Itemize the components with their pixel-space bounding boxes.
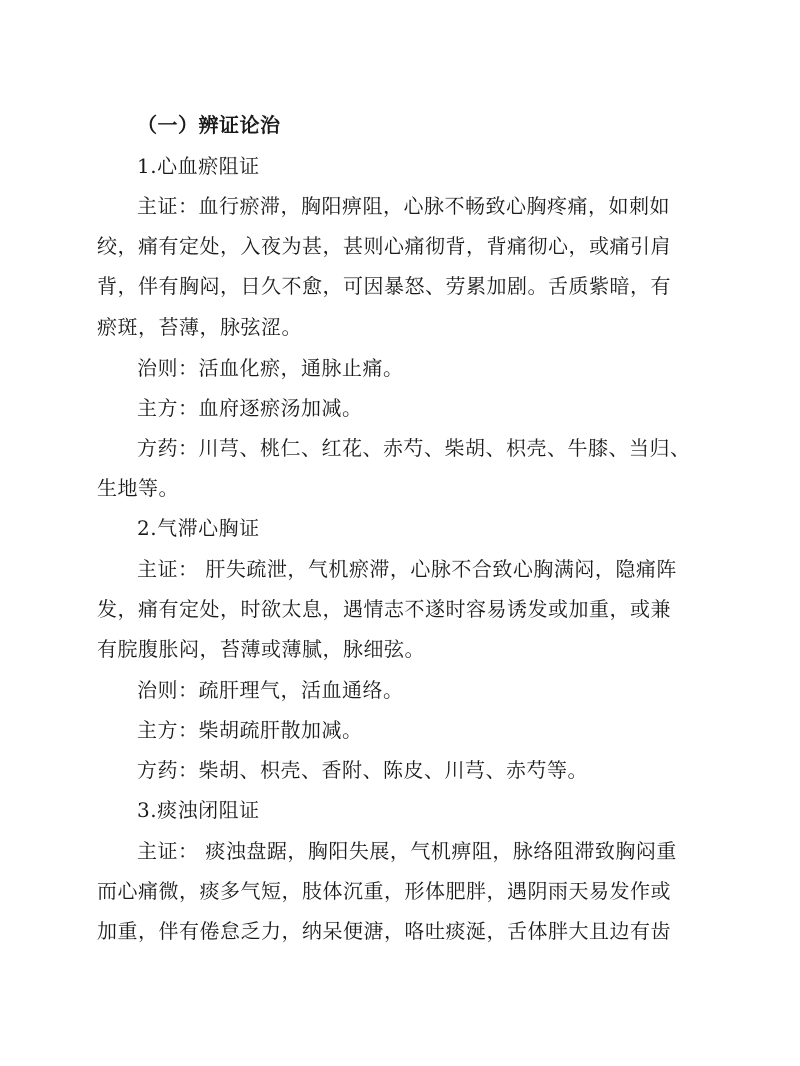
paragraph-line: 而心痛微，痰多气短，肢体沉重，形体肥胖，遇阴雨天易发作或 [97, 879, 671, 903]
paragraph-line: 主证： 肝失疏泄，气机瘀滞，心脉不合致心胸满闷，隐痛阵 [137, 557, 677, 581]
section-heading: （一）辨证论治 [137, 113, 281, 137]
paragraph-line: 方药：柴胡、枳壳、香附、陈皮、川芎、赤芍等。 [137, 758, 588, 782]
paragraph-line: 加重，伴有倦怠乏力，纳呆便溏，咯吐痰涎，舌体胖大且边有齿 [97, 919, 671, 943]
paragraph-line: 主方：柴胡疏肝散加减。 [137, 718, 363, 742]
subsection-title-3: 3.痰浊闭阻证 [137, 798, 260, 822]
paragraph-line: 发，痛有定处，时欲太息，遇情志不遂时容易诱发或加重，或兼 [97, 597, 671, 621]
paragraph-line: 生地等。 [97, 476, 179, 500]
paragraph-line: 主证： 痰浊盘踞，胸阳失展，气机痹阻，脉络阻滞致胸闷重 [137, 839, 677, 863]
paragraph-line: 方药：川芎、桃仁、红花、赤芍、柴胡、枳壳、牛膝、当归、 [137, 436, 691, 460]
paragraph-line: 背，伴有胸闷，日久不愈，可因暴怒、劳累加剧。舌质紫暗，有 [97, 274, 671, 298]
subsection-title-1: 1.心血瘀阻证 [137, 154, 260, 178]
subsection-title-2: 2.气滞心胸证 [137, 516, 260, 540]
paragraph-line: 治则：活血化瘀，通脉止痛。 [137, 356, 404, 380]
paragraph-line: 瘀斑，苔薄，脉弦涩。 [97, 315, 302, 339]
paragraph-line: 有脘腹胀闷，苔薄或薄腻，脉细弦。 [97, 637, 425, 661]
paragraph-line: 治则：疏肝理气，活血通络。 [137, 678, 404, 702]
paragraph-line: 主证：血行瘀滞，胸阳痹阻，心脉不畅致心胸疼痛，如刺如 [137, 194, 670, 218]
paragraph-line: 绞，痛有定处，入夜为甚，甚则心痛彻背，背痛彻心，或痛引肩 [97, 234, 671, 258]
paragraph-line: 主方：血府逐瘀汤加减。 [137, 396, 363, 420]
